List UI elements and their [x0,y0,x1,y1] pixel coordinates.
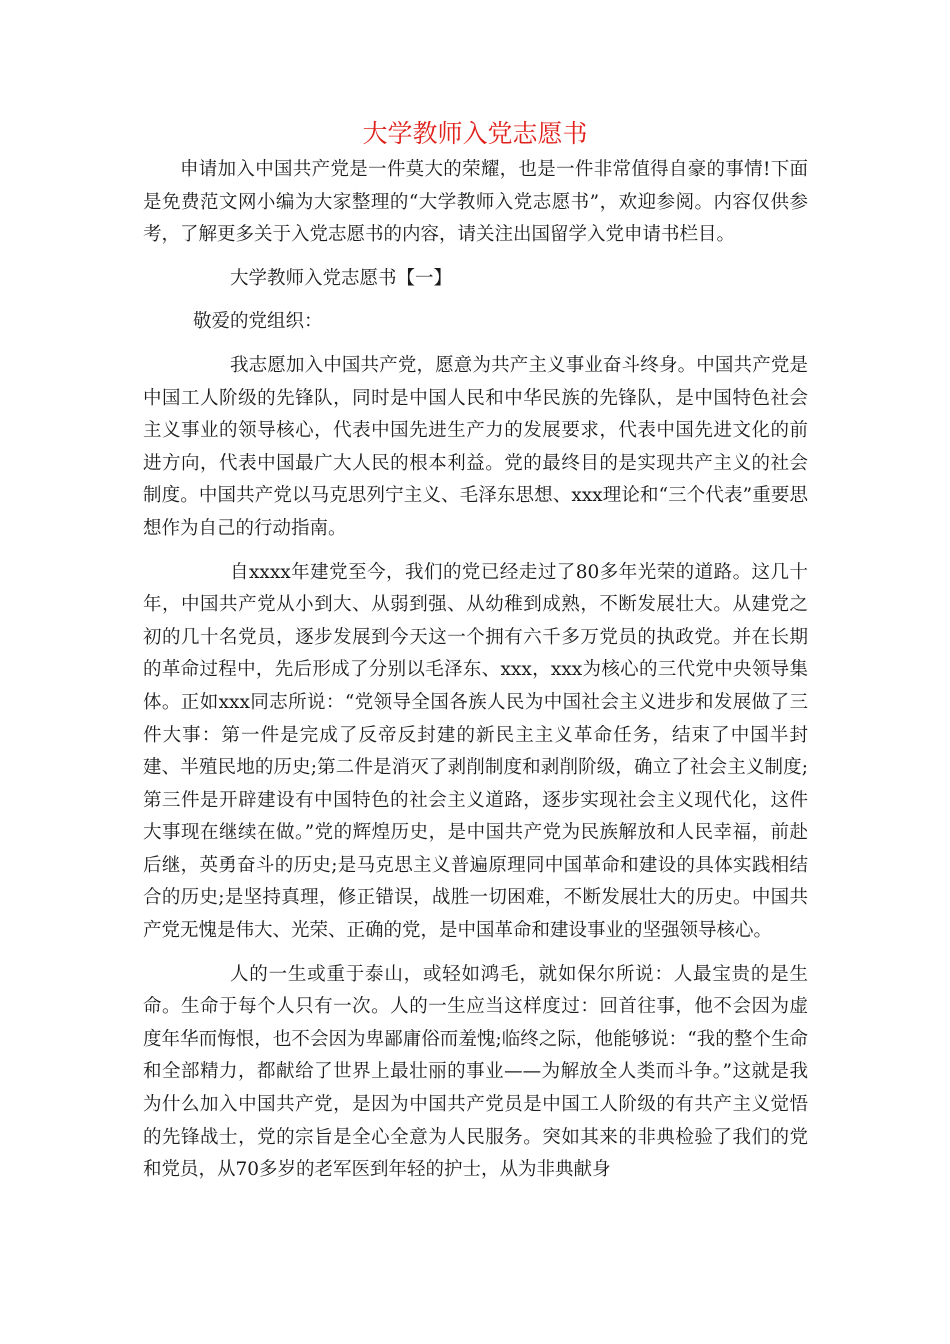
section-heading: 大学教师入党志愿书【一】 [230,267,453,289]
salutation: 敬爱的党组织： [193,311,323,333]
body-paragraph-3: 人的一生或重于泰山，或轻如鸿毛，就如保尔所说：人最宝贵的是生命。生命于每个人只有一次。人的一生应当这样度过：回首往事，他不会因为虚度年华而悔恨，也不会因为卑鄙庸俗而羞愧;临终之际，他能够说：“我的整个生命和全部精力，都献给了世界上最壮丽的事业——为解放全人类而斗争。”这就是我为什么加入中国共产党，是因为中国共产党员是中国工人阶级的有共产主义觉悟的先锋战士，党的宗旨是全心全意为人民服务。突如其来的非典检验了我们的党和党员，从70多岁的老军医到年轻的护士，从为非典献身 [143,963,808,1181]
body-paragraph-2: 自xxxx年建党至今，我们的党已经走过了80多年光荣的道路。这几十年，中国共产党从小到大、从弱到强、从幼稚到成熟，不断发展壮大。从建党之初的几十名党员，逐步发展到今天这一个拥有六千多万党员的执政党。并在长期的革命过程中，先后形成了分别以毛泽东、xxx，xxx为核心的三代党中央领导集体。正如xxx同志所说：“党领导全国各族人民为中国社会主义进步和发展做了三件大事：第一件是完成了反帝反封建的新民主主义革命任务，结束了中国半封建、半殖民地的历史;第二件是消灭了剥削制度和剥削阶级，确立了社会主义制度;第三件是开辟建设有中国特色的社会主义道路，逐步实现社会主义现代化，这件大事现在继续在做。”党的辉煌历史，是中国共产党为民族解放和人民幸福，前赴后继，英勇奋斗的历史;是马克思主义普遍原理同中国革命和建设的具体实践相结合的历史;是坚持真理，修正错误，战胜一切困难，不断发展壮大的历史。中国共产党无愧是伟大、光荣、正确的党，是中国革命和建设事业的坚强领导核心。 [143,561,808,942]
document-title: 大学教师入党志愿书 [362,119,588,148]
body-paragraph-1: 我志愿加入中国共产党，愿意为共产主义事业奋斗终身。中国共产党是中国工人阶级的先锋队，同时是中国人民和中华民族的先锋队，是中国特色社会主义事业的领导核心，代表中国先进生产力的发展要求，代表中国先进文化的前进方向，代表中国最广大人民的根本利益。党的最终目的是实现共产主义的社会制度。中国共产党以马克思列宁主义、毛泽东思想、xxx理论和“三个代表”重要思想作为自己的行动指南。 [143,354,808,539]
intro-paragraph: 申请加入中国共产党是一件莫大的荣耀，也是一件非常值得自豪的事情!下面是免费范文网小编为大家整理的“大学教师入党志愿书”，欢迎参阅。内容仅供参考，了解更多关于入党志愿书的内容，请关注出国留学入党申请书栏目。 [143,159,808,246]
document-body [143,154,808,1187]
